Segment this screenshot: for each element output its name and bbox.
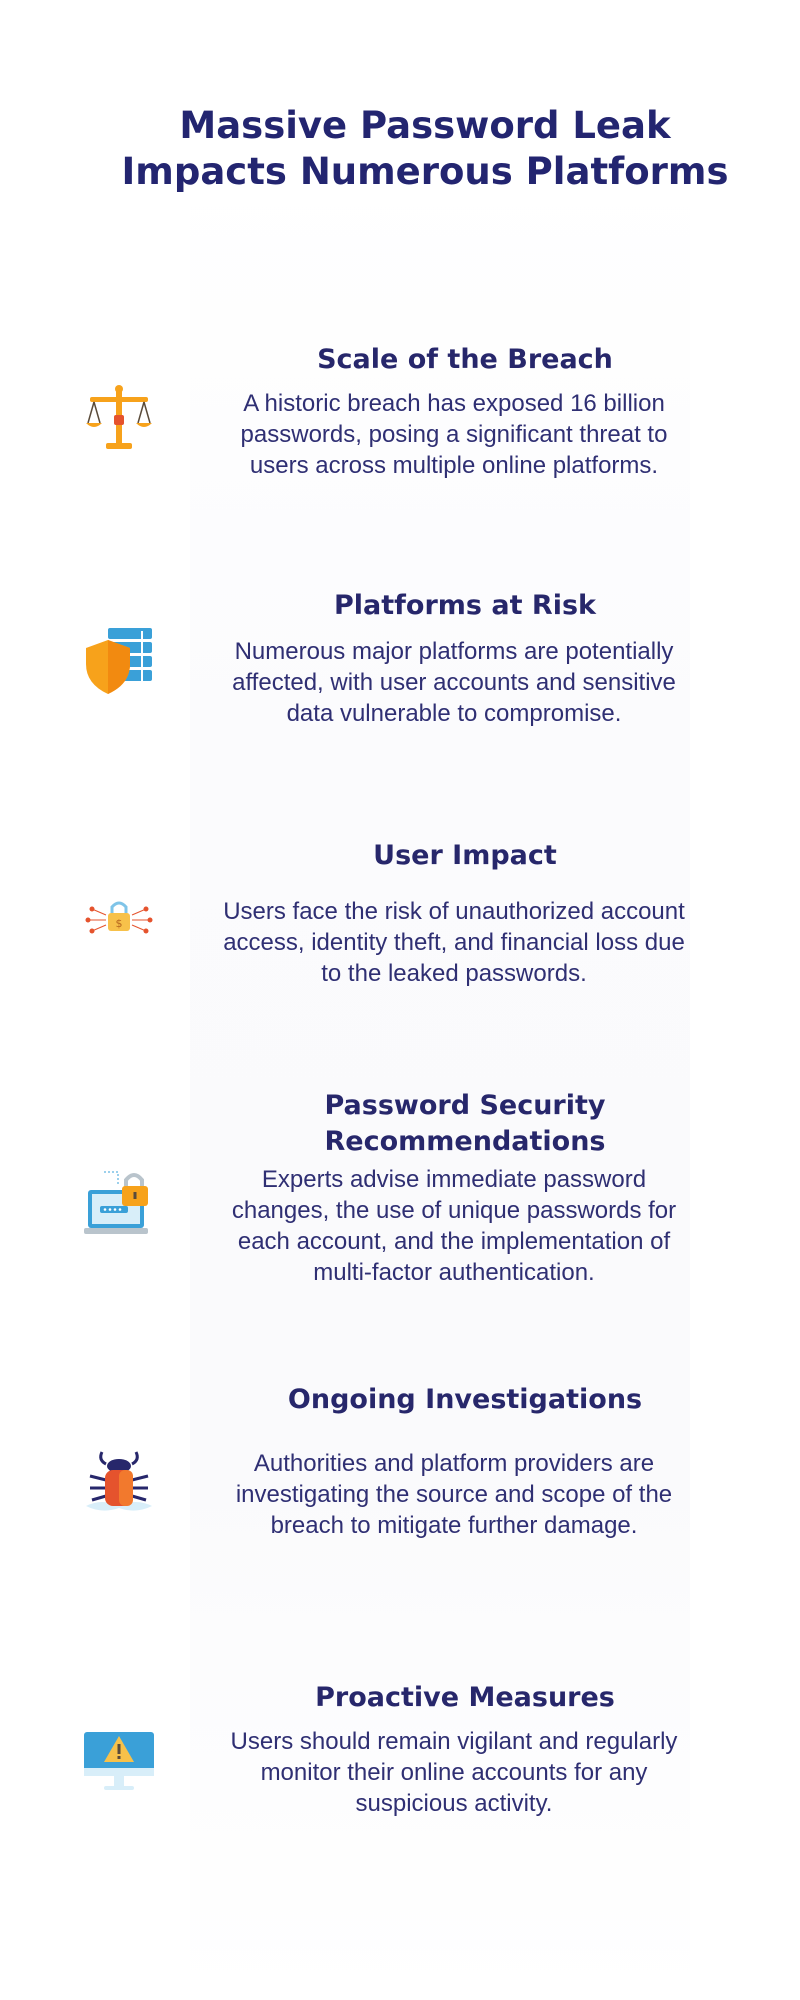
page-title-line-1: Massive Password Leak [179,103,671,147]
page-title [0,103,800,195]
section-heading: Platforms at Risk [334,590,596,621]
section-heading: Ongoing Investigations [287,1384,643,1415]
section-body: A historic breach has exposed 16 billion passwords, posing a significant threat to users across multiple online platforms. [240,390,668,479]
laptop-lock-icon [84,1168,154,1238]
shield-server-icon [84,626,154,696]
section-body: Experts advise immediate password changes, the use of unique passwords for each account, and the implementation of multi-factor authentication. [231,1166,677,1286]
monitor-warning-icon [84,1728,154,1798]
page-title-line-2: Impacts Numerous Platforms [121,149,729,193]
section-body: Users face the risk of unauthorized account access, identity theft, and financial loss due to the leaked passwords. [223,898,685,987]
section-heading-line-2: Recommendations [324,1126,606,1157]
section-heading-line-1: Password Security [324,1090,606,1121]
section-heading: User Impact [373,840,557,871]
section-heading: Scale of the Breach [317,344,613,375]
section-body: Numerous major platforms are potentially affected, with user accounts and sensitive data vulnerable to compromise. [232,638,676,727]
section-body: Users should remain vigilant and regularly monitor their online accounts for any suspicious activity. [230,1728,678,1817]
section-heading [200,1088,730,1160]
svg-text:$: $ [115,917,123,930]
section-heading: Proactive Measures [315,1682,615,1713]
section-body: Authorities and platform providers are investigating the source and scope of the breach to mitigate further damage. [235,1450,673,1539]
scales-icon [84,383,154,453]
network-lock-icon [84,885,154,955]
bug-icon [84,1448,154,1518]
